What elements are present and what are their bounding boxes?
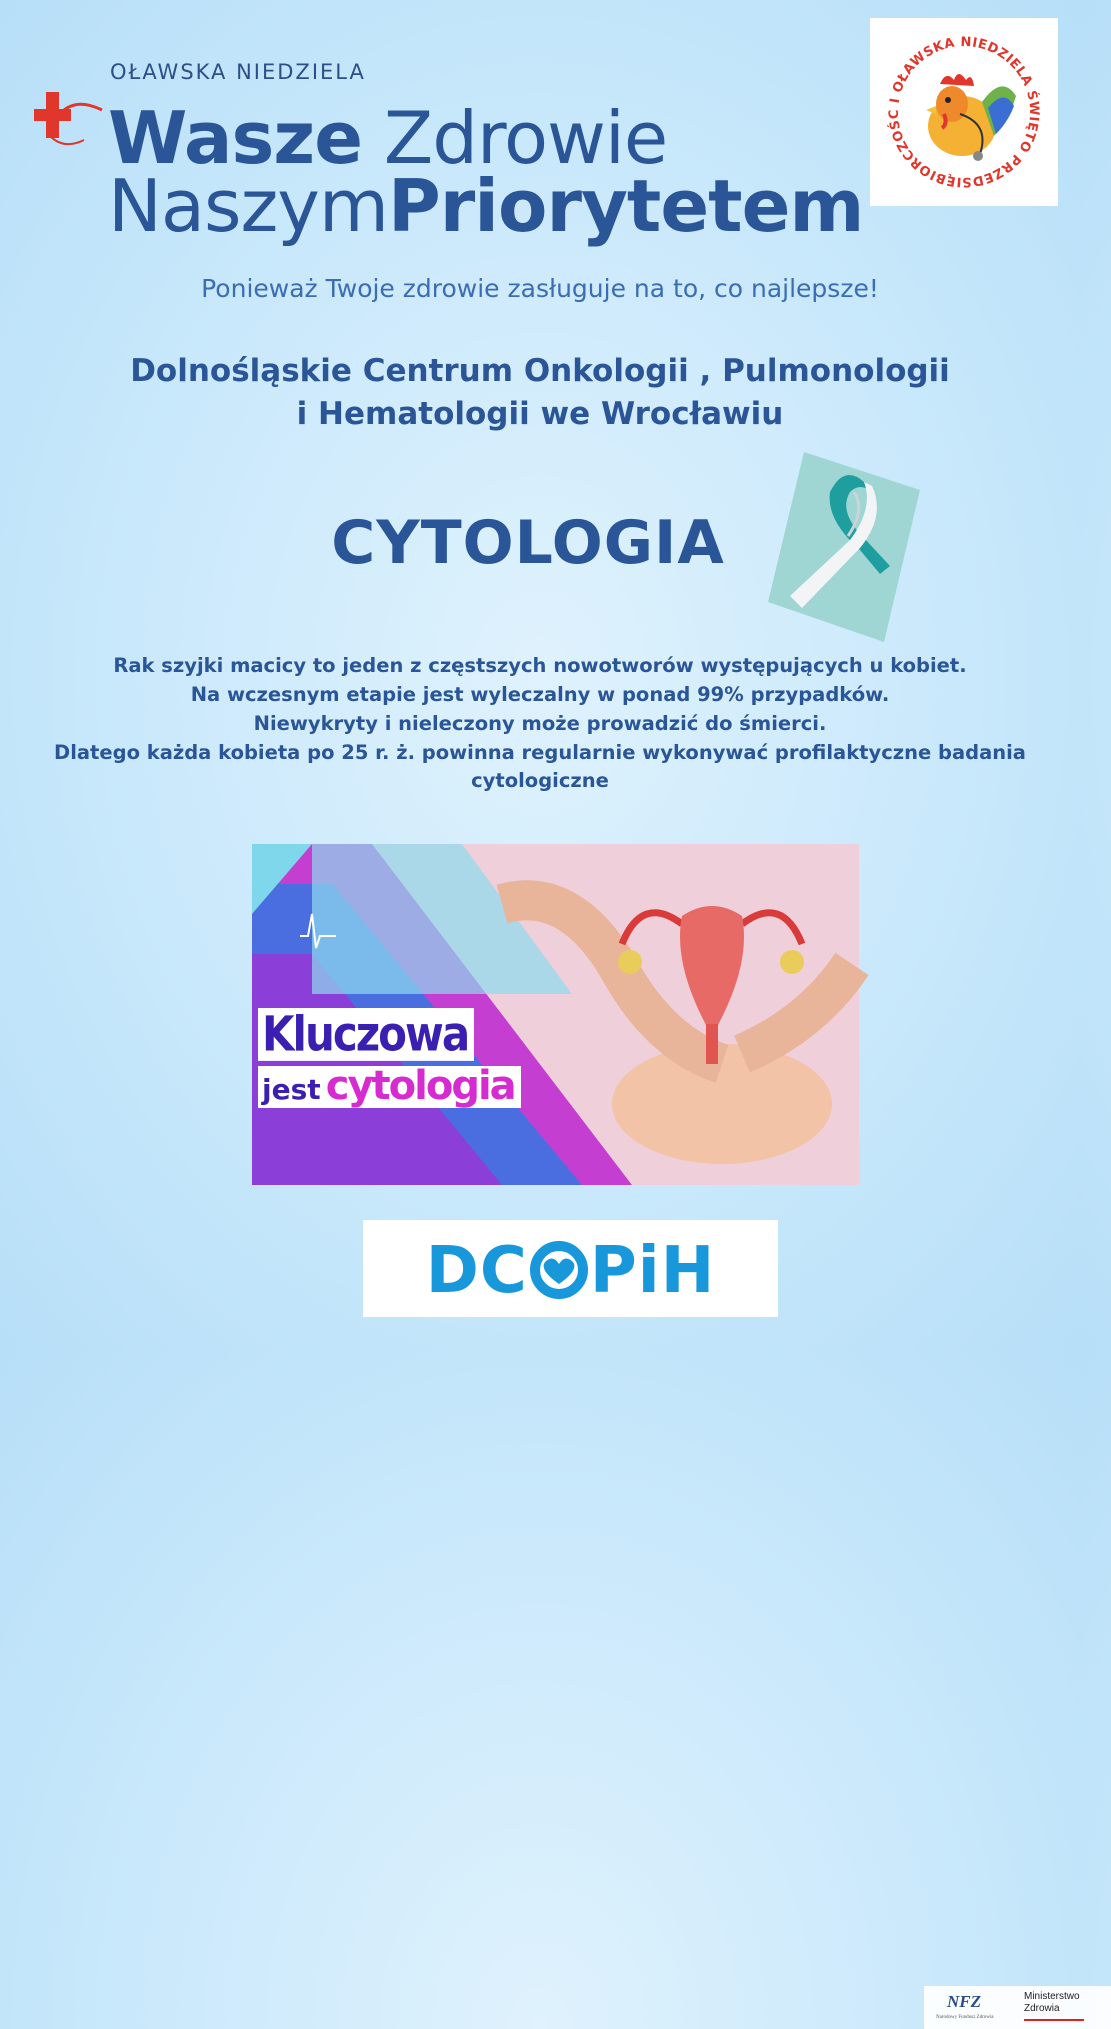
- body-line: Niewykryty i nieleczony może prowadzić do śmierci.: [253, 711, 827, 735]
- promo-caption-line-2: [258, 1063, 521, 1109]
- dcopih-logo: [363, 1220, 778, 1317]
- promo-caption: [258, 1005, 521, 1109]
- body-line: Na wczesnym etapie jest wyleczalny w ponad 99% przypadków.: [190, 682, 890, 706]
- promo-caption-jest: jest: [262, 1073, 321, 1106]
- body-text: [40, 652, 1040, 796]
- ministry-line-1: Ministerstwo: [1024, 1991, 1080, 2002]
- heart-ring-icon: [529, 1242, 589, 1298]
- center-title-line-2: i Hematologii we Wrocławiu: [296, 395, 784, 432]
- nfz-logo: NFZ: [947, 1992, 981, 2011]
- body-line: Dlatego każda kobieta po 25 r. ż. powinna regularnie wykonywać profilaktyczne badania cytologiczne: [54, 740, 1026, 793]
- ministry-logo: [1024, 1991, 1080, 2015]
- badge-ring-text: I OŁAWSKA NIEDZIELA ŚWIĘTO PRZEDSIĘBIORCZOŚC: [886, 34, 1042, 190]
- org-label: OŁAWSKA NIEDZIELA: [110, 60, 366, 84]
- headline-word-naszym: Naszym: [108, 164, 389, 248]
- promo-caption-line-1: Kluczowa: [258, 1008, 474, 1061]
- promo-caption-cytologia: cytologia: [325, 1063, 515, 1109]
- center-title: [0, 350, 1080, 436]
- headline-word-zdrowie: Zdrowie: [383, 96, 668, 180]
- tagline: Ponieważ Twoje zdrowie zasługuje na to, co najlepsze!: [201, 274, 879, 303]
- rooster-doctor-icon: [870, 18, 1058, 206]
- topic-heading: CYTOLOGIA: [331, 508, 725, 578]
- event-badge: [870, 18, 1058, 206]
- dcopih-wordmark: [363, 1234, 778, 1308]
- medical-cross-icon: [34, 92, 104, 152]
- headline: [108, 96, 864, 248]
- headline-word-wasze: Wasze: [108, 96, 363, 180]
- body-line: Rak szyjki macicy to jeden z częstszych nowotworów występujących u kobiet.: [113, 654, 967, 677]
- brand-right: PiH: [589, 1234, 716, 1308]
- headline-word-priorytetem: Priorytetem: [388, 164, 864, 248]
- awareness-ribbon-icon: [768, 452, 920, 642]
- brand-left: DC: [425, 1234, 528, 1308]
- ministry-flag-bar: [1024, 2019, 1084, 2021]
- nfz-subtitle: Narodowy Fundusz Zdrowia: [936, 2015, 994, 2020]
- center-title-line-1: Dolnośląskie Centrum Onkologii , Pulmonologii: [130, 353, 950, 389]
- sponsor-logos: [924, 1986, 1111, 2029]
- ministry-line-2: Zdrowia: [1024, 2003, 1060, 2014]
